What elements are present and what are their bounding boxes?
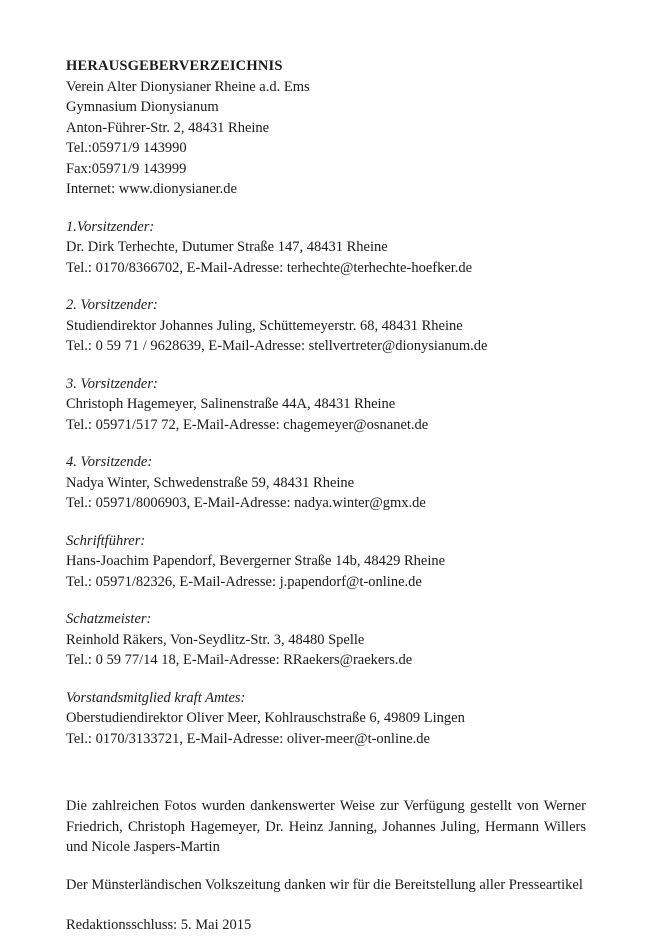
board-entry — [66, 295, 586, 357]
entry-contact: Tel.: 0 59 71 / 9628639, E-Mail-Adresse: stellvertreter@dionysianum.de — [66, 338, 488, 354]
entry-role: 4. Vorsitzende: — [66, 454, 153, 470]
publisher-line: Gymnasium Dionysianum — [66, 99, 219, 115]
entry-contact: Tel.: 05971/8006903, E-Mail-Adresse: nadya.winter@gmx.de — [66, 495, 426, 511]
entry-name: Oberstudiendirektor Oliver Meer, Kohlrauschstraße 6, 49809 Lingen — [66, 710, 465, 726]
editorial-deadline: Redaktionsschluss: 5. Mai 2015 — [66, 917, 252, 933]
entry-contact: Tel.: 05971/517 72, E-Mail-Adresse: chagemeyer@osnanet.de — [66, 416, 429, 433]
press-credits: Der Münsterländischen Volkszeitung danken wir für die Bereitstellung aller Presseartikel — [66, 876, 583, 893]
entry-name: Dr. Dirk Terhechte, Dutumer Straße 147, 48431 Rheine — [66, 239, 388, 255]
entry-contact: Tel.: 05971/82326, E-Mail-Adresse: j.papendorf@t-online.de — [66, 573, 422, 590]
credits-section — [66, 796, 586, 895]
entry-name: Hans-Joachim Papendorf, Bevergerner Straße 14b, 48429 Rheine — [66, 553, 446, 569]
entry-contact: Tel.: 0170/8366702, E-Mail-Adresse: terhechte@terhechte-hoefker.de — [66, 259, 473, 276]
board-entry — [66, 609, 586, 671]
publisher-line: Fax:05971/9 143999 — [66, 160, 187, 177]
board-entry — [66, 452, 586, 514]
entry-role: 3. Vorsitzender: — [66, 375, 158, 392]
entry-role: 1.Vorsitzender: — [66, 218, 155, 235]
entry-name: Christoph Hagemeyer, Salinenstraße 44A, 48431 Rheine — [66, 396, 396, 412]
photo-credits: Die zahlreichen Fotos wurden dankenswerter Weise zur Verfügung gestellt von Werner Friedrich, Christoph Hagemeyer, Dr. Heinz Janning, Johannes Juling, Hermann Willers und Nicole Jaspers-Martin — [66, 798, 586, 855]
publisher-line: Tel.:05971/9 143990 — [66, 140, 187, 156]
entry-role: 2. Vorsitzender: — [66, 297, 158, 313]
entry-contact: Tel.: 0 59 77/14 18, E-Mail-Adresse: RRaekers@raekers.de — [66, 652, 413, 668]
entry-name: Nadya Winter, Schwedenstraße 59, 48431 Rheine — [66, 474, 355, 491]
entry-role: Schatzmeister: — [66, 611, 152, 627]
board-entry — [66, 217, 586, 279]
entry-name: Reinhold Räkers, Von-Seydlitz-Str. 3, 48480 Spelle — [66, 631, 365, 648]
board-entry — [66, 688, 586, 750]
publisher-line: Verein Alter Dionysianer Rheine a.d. Ems — [66, 78, 310, 95]
publisher-line: Anton-Führer-Str. 2, 48431 Rheine — [66, 119, 270, 136]
entry-contact: Tel.: 0170/3133721, E-Mail-Adresse: oliver-meer@t-online.de — [66, 730, 430, 747]
entry-role: Vorstandsmitglied kraft Amtes: — [66, 689, 246, 706]
entry-name: Studiendirektor Johannes Juling, Schüttemeyerstr. 68, 48431 Rheine — [66, 317, 463, 334]
page-title: HERAUSGEBERVERZEICHNIS — [66, 58, 283, 74]
board-entry — [66, 374, 586, 436]
board-entry — [66, 531, 586, 593]
entry-role: Schriftführer: — [66, 532, 146, 549]
publisher-block — [66, 77, 586, 200]
publisher-website: Internet: www.dionysianer.de — [66, 181, 237, 197]
